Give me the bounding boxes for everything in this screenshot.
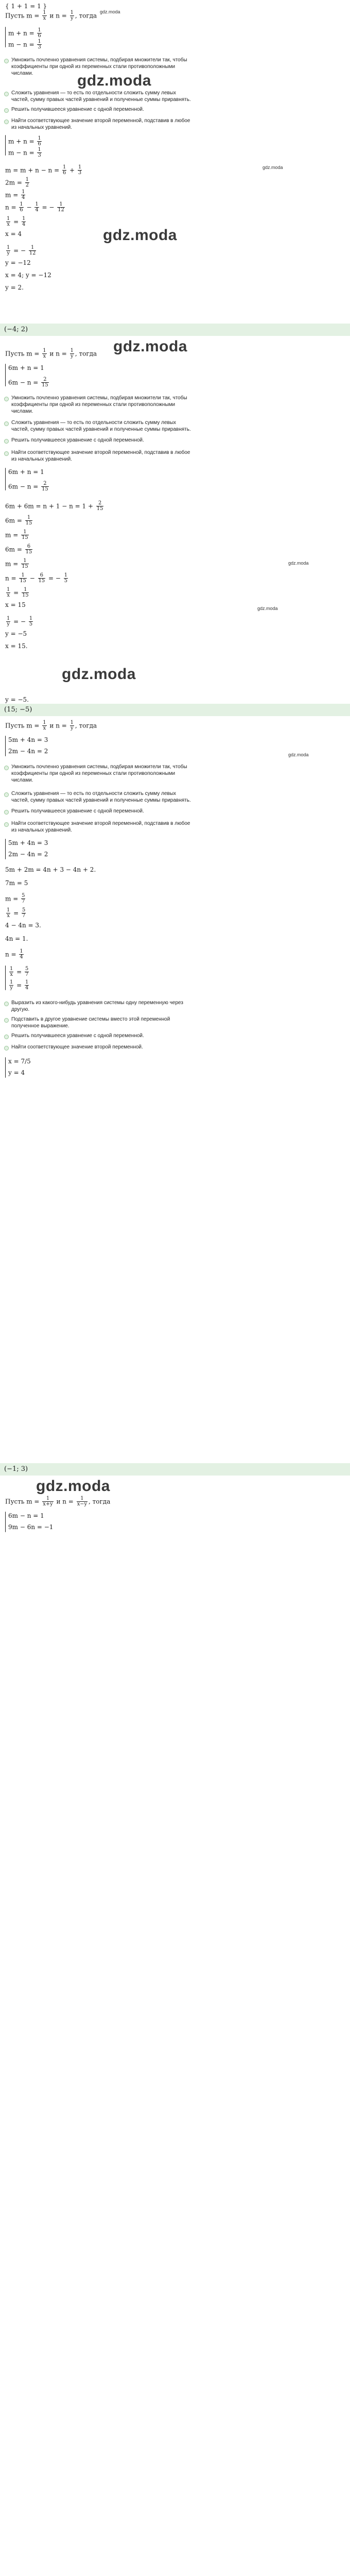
calc-line: $\frac{1}{x}$ = $\frac{5}{7}$	[7, 907, 26, 919]
system-eq-1: m + n = $\frac{1}{6}$	[8, 135, 41, 147]
watermark: gdz.moda	[103, 227, 177, 244]
calc-line: 4n = 1.	[5, 935, 28, 942]
system-eq-1: x = 7/5	[8, 1058, 31, 1065]
step-marker	[4, 59, 9, 63]
step-note: Решить получившееся уравнение с одной переменной.	[11, 437, 144, 443]
step-note: Найти соответствующее значение второй переменной, подставив в любое	[11, 450, 190, 455]
step-note: Выразить из какого-нибудь уравнения системы одну переменную через	[11, 1000, 183, 1006]
step-marker	[4, 397, 9, 401]
step-note: коэффициенты при одной из переменных стали противоположными	[11, 402, 176, 408]
step-note: Найти соответствующее значение второй переменной.	[11, 1044, 143, 1050]
step-marker	[4, 1018, 9, 1023]
system-brace	[5, 1057, 6, 1078]
watermark-small: gdz.moda	[100, 9, 120, 14]
system-eq-2: 2m − 4n = 2	[8, 748, 48, 755]
section-1	[0, 0, 350, 170]
step-note: Решить получившееся уравнение с одной переменной.	[11, 808, 144, 814]
calc-line: 6m = $\frac{1}{15}$	[5, 515, 32, 527]
step-note: числами.	[11, 777, 33, 783]
step-note: Сложить уравнения — то есть по отдельности сложить сумму левых	[11, 90, 177, 96]
section-4	[0, 1476, 350, 2094]
system-eq-1: 5m + 4n = 3	[8, 736, 48, 743]
step-note: частей, сумму правых частей уравнений и полученные суммы приравнять.	[11, 798, 191, 803]
step-note: коэффициенты при одной из переменных стали противоположными	[11, 64, 176, 70]
calc-line: y = −5	[5, 630, 27, 637]
step-note: Найти соответствующее значение второй переменной, подставив в любое	[11, 118, 190, 124]
step-marker	[4, 421, 9, 426]
watermark-small: gdz.moda	[288, 752, 309, 757]
step-note: числами.	[11, 71, 33, 76]
watermark: gdz.moda	[36, 1478, 110, 1495]
system-eq-2: $\frac{1}{y}$ = $\frac{1}{4}$	[10, 979, 29, 991]
calc-line: $\frac{1}{x}$ = $\frac{1}{4}$	[7, 216, 26, 228]
calc-line: m = $\frac{1}{15}$	[5, 558, 28, 570]
system-eq-1: 6m + n = 1	[8, 468, 44, 476]
calc-line: $\frac{1}{x}$ = $\frac{1}{15}$	[7, 587, 29, 599]
step-note: частей, сумму правых частей уравнений и полученные суммы приравнять.	[11, 97, 191, 103]
calc-line: y = 2.	[5, 284, 24, 291]
step-note: Решить получившееся уравнение с одной переменной.	[11, 1033, 144, 1039]
calc-line: m = $\frac{1}{4}$	[5, 189, 25, 201]
step-note: из начальных уравнений.	[11, 456, 72, 462]
calc-line: y = −5.	[5, 696, 29, 703]
step-note: Умножить почленно уравнения системы, подбирая множители так, чтобы	[11, 764, 187, 770]
system-eq-2: y = 4	[8, 1069, 25, 1076]
step-marker	[4, 108, 9, 113]
step-marker	[4, 1046, 9, 1050]
system-eq-2: 6m − n = $\frac{2}{15}$	[8, 481, 48, 493]
calc-line: n = $\frac{1}{4}$	[5, 948, 23, 960]
system-eq-1: m + n = $\frac{1}{6}$	[8, 27, 41, 39]
step-marker	[4, 766, 9, 770]
calc-line: 6m = $\frac{6}{15}$	[5, 544, 32, 555]
system-eq-1: $\frac{1}{x}$ = $\frac{5}{7}$	[10, 966, 29, 978]
watermark: gdz.moda	[77, 72, 151, 89]
step-note: из начальных уравнений.	[11, 827, 72, 833]
step-note: коэффициенты при одной из переменных стали противоположными	[11, 771, 176, 776]
system-eq-2: m − n = $\frac{1}{3}$	[8, 39, 41, 50]
step-marker	[4, 439, 9, 444]
step-note: Умножить почленно уравнения системы, подбирая множители так, чтобы	[11, 395, 187, 401]
section-3	[0, 716, 350, 1283]
watermark: gdz.moda	[113, 338, 187, 355]
calc-line: 5m + 2m = 4n + 3 − 4n + 2.	[5, 866, 96, 873]
calc-line: n = $\frac{1}{15}$ − $\frac{6}{15}$ = − $\frac{1}{5}$	[5, 572, 67, 584]
step-note: числами.	[11, 409, 33, 414]
section-1-calc	[0, 163, 350, 323]
substitution-line: Пусть m = $\frac{1}{x+y}$ и n = $\frac{1}{x-y}$ , тогда	[5, 1496, 111, 1507]
step-note: полученное выражение.	[11, 1023, 69, 1029]
system-eq-1: 6m − n = 1	[8, 1512, 44, 1519]
answer-divider	[0, 324, 350, 336]
answer-label: (15; −5)	[4, 706, 32, 714]
step-marker	[4, 120, 9, 124]
calc-line: m = m + n − n = $\frac{1}{6}$ + $\frac{1}{3}$	[5, 164, 82, 176]
calc-line: 6m + 6m = n + 1 − n = 1 + $\frac{2}{15}$	[5, 500, 103, 512]
step-note: другую.	[11, 1007, 30, 1012]
calc-line: m = $\frac{5}{7}$	[5, 893, 25, 905]
calc-line: x = 15.	[5, 642, 28, 650]
watermark-small: gdz.moda	[257, 606, 278, 611]
system-eq-2: 9m − 6n = −1	[8, 1523, 54, 1531]
system-brace	[5, 736, 6, 756]
system-eq-2: 2m − 4n = 2	[8, 851, 48, 858]
system-header: { 1 + 1 = 1 }	[5, 3, 47, 10]
step-note: из начальных уравнений.	[11, 125, 72, 130]
step-note: частей, сумму правых частей уравнений и полученные суммы приравнять.	[11, 427, 191, 432]
answer-label: (−1; 3)	[4, 1465, 28, 1473]
step-note: Сложить уравнения — то есть по отдельности сложить сумму левых	[11, 420, 177, 426]
system-eq-2: m − n = $\frac{1}{3}$	[8, 147, 41, 159]
calc-line: x = 4	[5, 230, 22, 238]
step-note: Решить получившееся уравнение с одной переменной.	[11, 107, 144, 112]
step-marker	[4, 1035, 9, 1039]
system-brace	[5, 1512, 6, 1532]
step-marker	[4, 810, 9, 815]
substitution-line: Пусть m = $\frac{1}{x}$ и n = $\frac{1}{y}$ , тогда	[5, 10, 97, 22]
calc-line: 7m = 5	[5, 879, 28, 887]
system-eq-1: 6m + n = 1	[8, 364, 44, 371]
calc-line: x = 15	[5, 601, 26, 608]
calc-line: 2m = $\frac{1}{2}$	[5, 177, 29, 189]
step-note: Подставить в другое уравнение системы вместо этой переменной	[11, 1016, 170, 1022]
watermark: gdz.moda	[62, 666, 136, 683]
calc-line: $\frac{1}{y}$ = − $\frac{1}{5}$	[7, 616, 33, 628]
step-marker	[4, 451, 9, 456]
answer-divider	[0, 704, 350, 716]
calc-line: x = 4; y = −12	[5, 272, 51, 279]
answer-divider	[0, 1463, 350, 1476]
step-marker	[4, 792, 9, 797]
step-note: Сложить уравнения — то есть по отдельности сложить сумму левых	[11, 791, 177, 796]
calc-line: m = $\frac{1}{15}$	[5, 529, 28, 541]
calc-line: 4 − 4n = 3.	[5, 922, 41, 929]
watermark-small: gdz.moda	[262, 165, 283, 170]
watermark-small: gdz.moda	[288, 561, 309, 566]
step-marker	[4, 822, 9, 827]
system-eq-2: 6m − n = $\frac{2}{15}$	[8, 377, 48, 388]
step-marker	[4, 92, 9, 96]
system-brace	[5, 135, 6, 156]
step-note: Умножить почленно уравнения системы, подбирая множители так, чтобы	[11, 57, 187, 63]
system-brace	[5, 839, 6, 859]
substitution-line: Пусть m = $\frac{1}{x}$ и n = $\frac{1}{y}$ , тогда	[5, 720, 97, 732]
answer-label: (−4; 2)	[4, 326, 28, 333]
system-brace	[5, 364, 6, 386]
system-eq-1: 5m + 4n = 3	[8, 839, 48, 846]
calc-line: n = $\frac{1}{6}$ − $\frac{1}{4}$ = − $\frac{1}{12}$	[5, 201, 64, 213]
system-brace	[5, 468, 6, 490]
calc-line: y = −12	[5, 259, 31, 266]
system-brace	[5, 965, 6, 990]
calc-line: $\frac{1}{y}$ = − $\frac{1}{12}$	[7, 245, 36, 257]
step-note: Найти соответствующее значение второй переменной, подставив в любое	[11, 821, 190, 826]
system-brace	[5, 27, 6, 47]
step-marker	[4, 1002, 9, 1006]
substitution-line: Пусть m = $\frac{1}{x}$ и n = $\frac{1}{y}$ , тогда	[5, 348, 97, 360]
